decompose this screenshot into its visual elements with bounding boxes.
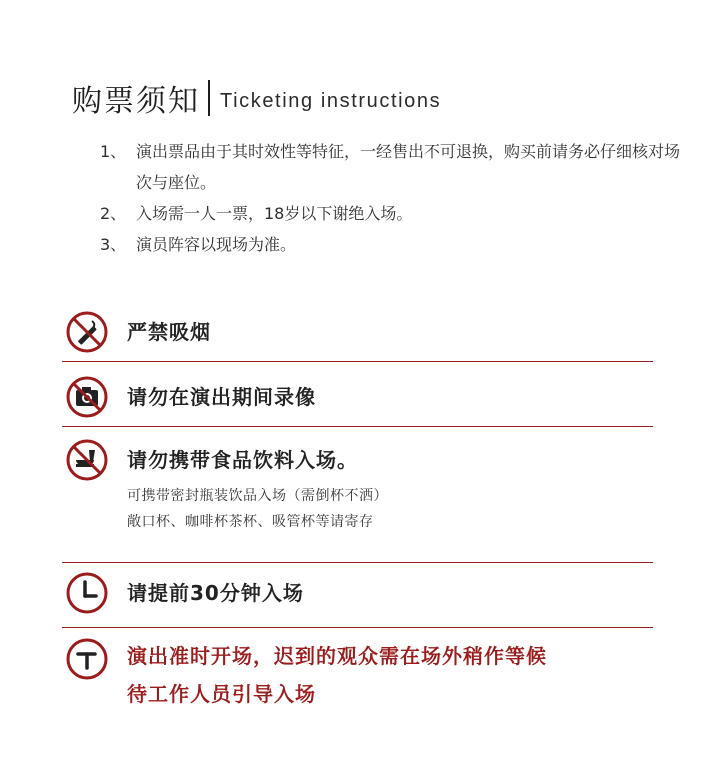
rule-note: 敞口杯、咖啡杯茶杯、吸管杯等请寄存 xyxy=(127,514,374,530)
page-title: 购票须知 xyxy=(72,84,200,119)
clock-late-icon xyxy=(65,637,109,681)
page-header xyxy=(72,76,441,120)
note-number: 1、 xyxy=(100,142,127,161)
rule-title: 请勿在演出期间录像 xyxy=(127,385,316,409)
no-camera-icon xyxy=(65,375,109,419)
note-item xyxy=(100,198,680,229)
rule-arrive-early xyxy=(65,571,304,615)
note-number: 3、 xyxy=(100,235,127,254)
rule-title: 请提前30分钟入场 xyxy=(127,581,304,605)
note-text: 入场需一人一票，18岁以下谢绝入场。 xyxy=(136,204,413,223)
title-divider xyxy=(208,80,210,116)
rule-no-smoking xyxy=(65,310,211,354)
note-number: 2、 xyxy=(100,204,127,223)
note-item xyxy=(100,229,680,260)
note-text: 演出票品由于其时效性等特征，一经售出不可退换，购买前请务必仔细核对场次与座位。 xyxy=(136,142,681,192)
divider xyxy=(62,562,653,563)
divider xyxy=(62,426,653,427)
rule-title: 请勿携带食品饮料入场。 xyxy=(127,448,358,472)
note-item xyxy=(100,136,680,198)
rule-title: 严禁吸烟 xyxy=(127,320,211,344)
rule-no-recording xyxy=(65,375,316,419)
rule-title-continued: 待工作人员引导入场 xyxy=(127,682,316,706)
divider xyxy=(62,627,653,628)
rule-punctual-start xyxy=(65,637,547,713)
rule-title: 演出准时开场，迟到的观众需在场外稍作等候 xyxy=(127,644,547,668)
rule-no-food xyxy=(65,438,388,535)
clock-icon xyxy=(65,571,109,615)
divider xyxy=(62,361,653,362)
no-food-icon xyxy=(65,438,109,482)
rule-note: 可携带密封瓶装饮品入场（需倒杯不洒） xyxy=(127,488,388,504)
notes-list xyxy=(100,136,680,260)
note-text: 演员阵容以现场为准。 xyxy=(136,235,297,254)
page-subtitle: Ticketing instructions xyxy=(220,89,442,112)
no-smoking-icon xyxy=(65,310,109,354)
